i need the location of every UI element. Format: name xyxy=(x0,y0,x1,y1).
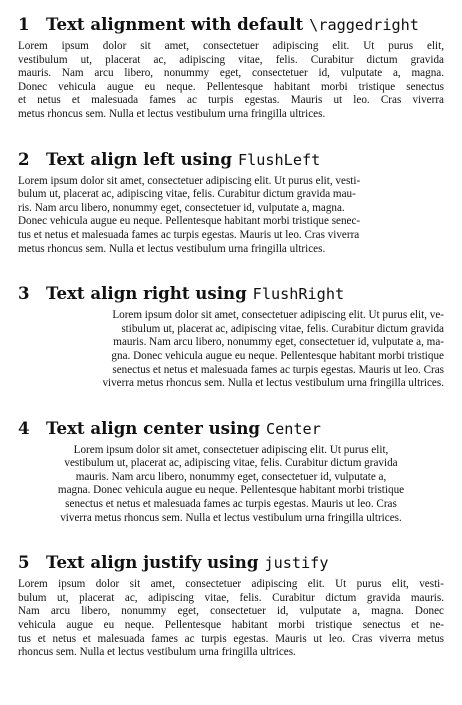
paragraph-line: Lorem ipsum dolor sit amet, consectetuer adipiscing elit. Ut purus elit, xyxy=(73,443,389,456)
section-paragraph xyxy=(18,40,444,122)
section-number: 1 xyxy=(18,14,30,34)
section-paragraph xyxy=(18,175,444,257)
paragraph-line: et netus et malesuada fames ac turpis egestas. Mauris ut leo. Cras viverra xyxy=(18,94,444,107)
section-2 xyxy=(18,149,444,257)
paragraph-line: metus rhoncus sem. Nulla et lectus vestibulum urna fringilla ultrices. xyxy=(18,107,326,120)
paragraph-line: Lorem ipsum dolor sit amet, consectetuer adipiscing elit. Ut purus elit, xyxy=(18,40,444,52)
paragraph-line: Lorem ipsum dolor sit amet, consectetuer adipiscing elit. Ut purus elit, vesti- xyxy=(18,578,444,591)
paragraph-line: Lorem ipsum dolor sit amet, consectetuer adipiscing elit. Ut purus elit, ve- xyxy=(112,309,444,322)
paragraph-line: metus rhoncus sem. Nulla et lectus vestibulum urna fringilla ultrices. xyxy=(18,242,326,255)
section-title: Text align right using xyxy=(46,283,247,304)
paragraph-line: rhoncus sem. Nulla et lectus vestibulum urna fringilla ultrices. xyxy=(18,646,296,659)
paragraph-line: Donec vehicula augue eu neque. Pellentesque habitant morbi tristique senectus xyxy=(18,80,444,93)
paragraph-line: senectus et netus et malesuada fames ac turpis egestas. Mauris ut leo. Cras xyxy=(112,363,444,376)
paragraph-line: viverra metus rhoncus sem. Nulla et lectus vestibulum urna fringilla ultrices. xyxy=(60,511,402,524)
section-number: 4 xyxy=(18,417,30,438)
section-command: FlushLeft xyxy=(237,150,321,169)
section-title: Text align justify using xyxy=(46,552,259,573)
paragraph-line: gna. Donec vehicula augue eu neque. Pellentesque habitant morbi tristique xyxy=(111,349,444,362)
section-command: Center xyxy=(265,419,321,438)
section-heading xyxy=(18,14,444,34)
section-heading xyxy=(18,552,444,572)
paragraph-line: bulum ut, placerat ac, adipiscing vitae, felis. Curabitur dictum gravida mau- xyxy=(18,188,356,201)
paragraph-line: Donec vehicula augue eu neque. Pellentesque habitant morbi tristique senec- xyxy=(18,215,361,228)
section-paragraph xyxy=(18,309,444,391)
paragraph-line: stibulum ut, placerat ac, adipiscing vitae, felis. Curabitur dictum gravida xyxy=(121,322,444,335)
paragraph-line: viverra metus rhoncus sem. Nulla et lectus vestibulum urna fringilla ultrices. xyxy=(102,377,444,390)
section-title: Text alignment with default xyxy=(46,14,304,34)
paragraph-line: senectus et netus et malesuada fames ac turpis egestas. Mauris ut leo. Cras xyxy=(65,498,397,511)
section-heading xyxy=(18,149,444,169)
section-number: 3 xyxy=(18,283,30,304)
section-paragraph xyxy=(18,444,444,526)
paragraph-line: Lorem ipsum dolor sit amet, consectetuer adipiscing elit. Ut purus elit, vesti- xyxy=(18,174,361,187)
section-1 xyxy=(18,14,444,122)
paragraph-line: bulum ut, placerat ac, adipiscing vitae, felis. Curabitur dictum gravida mauris. xyxy=(18,591,444,604)
paragraph-line: Nam arcu libero, nonummy eget, consectetuer id, vulputate a, magna. Donec xyxy=(18,605,444,618)
section-command: justify xyxy=(264,554,329,573)
section-number: 2 xyxy=(18,148,30,169)
paragraph-line: mauris. Nam arcu libero, nonummy eget, consectetuer id, vulputate a, ma- xyxy=(113,336,444,349)
section-title: Text align center using xyxy=(46,417,260,438)
document-page xyxy=(18,14,444,660)
section-heading xyxy=(18,418,444,438)
section-5 xyxy=(18,552,444,660)
section-title: Text align left using xyxy=(46,148,232,169)
section-heading xyxy=(18,283,444,303)
paragraph-line: magna. Donec vehicula augue eu neque. Pellentesque habitant morbi tristique xyxy=(57,484,405,497)
section-paragraph xyxy=(18,578,444,660)
paragraph-line: ris. Nam arcu libero, nonummy eget, consectetuer id, vulputate a, magna. xyxy=(18,201,345,214)
paragraph-line: tus et netus et malesuada fames ac turpis egestas. Mauris ut leo. Cras viverra xyxy=(18,228,360,241)
paragraph-line: tus et netus et malesuada fames ac turpis egestas. Mauris ut leo. Cras viverra metus xyxy=(18,632,444,645)
paragraph-line: vehicula augue eu neque. Pellentesque habitant morbi tristique senectus et ne- xyxy=(18,619,444,632)
section-command: \raggedright xyxy=(309,16,419,34)
section-number: 5 xyxy=(18,552,30,573)
section-4 xyxy=(18,418,444,526)
paragraph-line: mauris. Nam arcu libero, nonummy eget, consectetuer id, vulputate a, xyxy=(75,470,387,483)
paragraph-line: vestibulum ut, placerat ac, adipiscing vitae, felis. Curabitur dictum gravida xyxy=(18,53,444,66)
paragraph-line: vestibulum ut, placerat ac, adipiscing vitae, felis. Curabitur dictum gravida xyxy=(64,457,398,470)
section-command: FlushRight xyxy=(252,285,345,304)
section-3 xyxy=(18,283,444,391)
paragraph-line: mauris. Nam arcu libero, nonummy eget, consectetuer id, vulputate a, magna. xyxy=(18,67,444,80)
